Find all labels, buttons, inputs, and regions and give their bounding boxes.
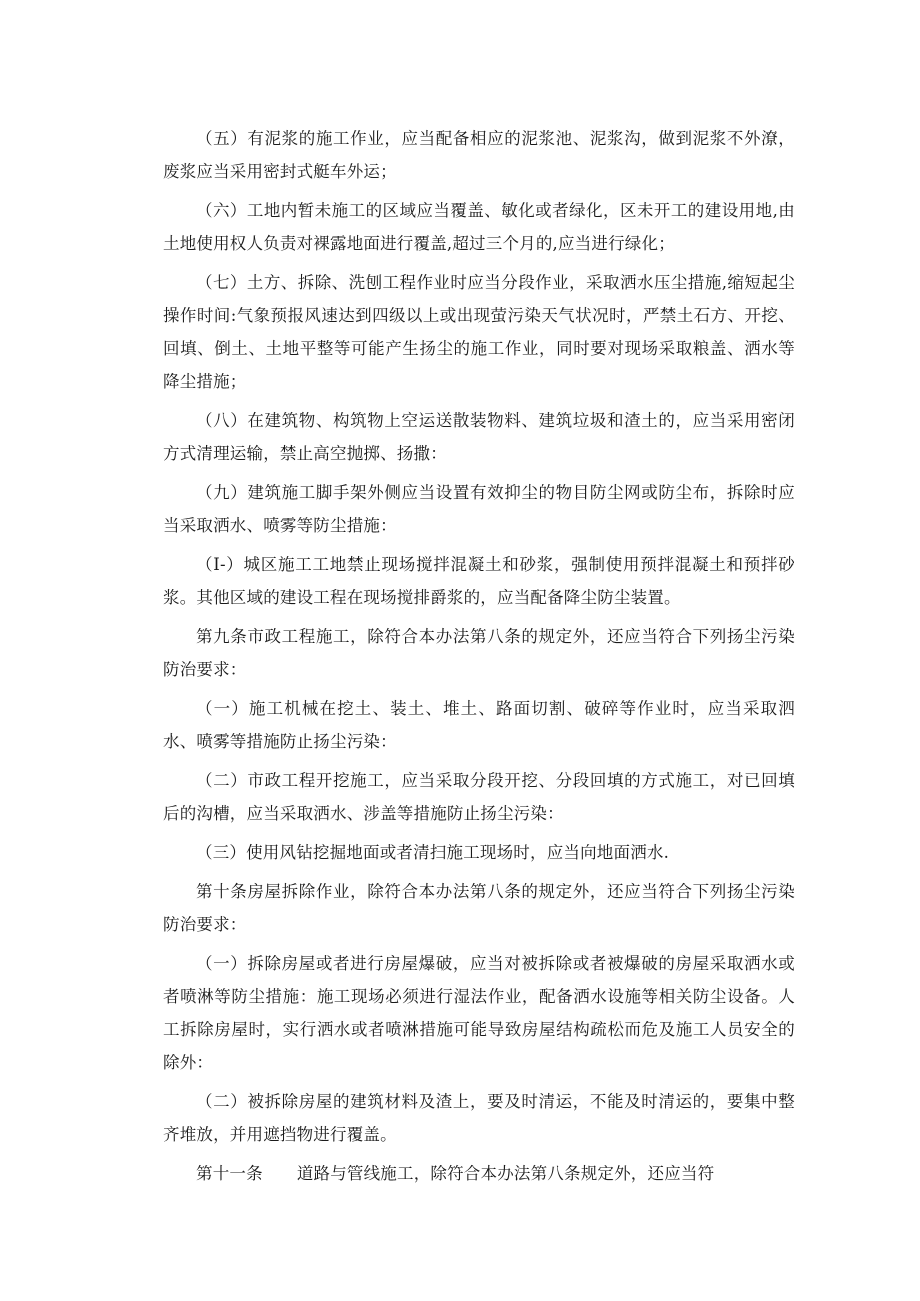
paragraph-item-10: （I-）城区施工工地禁止现场搅拌混凝土和砂浆，强制使用预拌混凝土和预拌砂浆。其他区域的建设工程在现场搅排爵浆的，应当配备降尘防尘装置。 bbox=[163, 555, 795, 607]
article-9: 第九条市政工程施工，除符合本办法第八条的规定外，还应当符合下列扬尘污染防治要求： bbox=[163, 627, 795, 679]
article-9-item-1: （一）施工机械在挖土、装土、堆土、路面切割、破碎等作业时，应当采取泗水、喷雾等措施防止扬尘污染： bbox=[163, 699, 795, 751]
article-10-item-2: （二）被拆除房屋的建筑材料及渣上，要及时清运，不能及时清运的，要集中整齐堆放，并用遮挡物进行覆盖。 bbox=[163, 1092, 795, 1144]
article-10: 第十条房屋拆除作业，除符合本办法第八条的规定外，还应当符合下列扬尘污染防治要求： bbox=[163, 882, 795, 934]
article-11 bbox=[163, 1157, 795, 1190]
article-9-item-3: （三）使用风钻挖掘地面或者清扫施工现场时，应当向地面洒水. bbox=[196, 843, 670, 862]
paragraph-item-5: （五）有泥浆的施工作业，应当配备相应的泥浆池、泥浆沟，做到泥浆不外潦，废浆应当采用密封式艇车外运； bbox=[163, 129, 795, 181]
paragraph-item-9: （九）建筑施工脚手架外侧应当设置有效抑尘的物目防尘网或防尘布，拆除时应当采取洒水、喷雾等防尘措施： bbox=[163, 483, 795, 535]
paragraph-item-7: （七）土方、拆除、洗刨工程作业时应当分段作业，采取洒水压尘措施,缩短起尘操作时间:气象预报风速达到四级以上或出现萤污染天气状况时，严禁土石方、开挖、回填、倒土、土地平整等可能产生扬尘的施工作业，同时要对现场采取粮盖、洒水等降尘措施； bbox=[163, 273, 795, 391]
article-11-text: 道路与管线施工，除符合本办法第八条规定外，还应当符 bbox=[296, 1164, 715, 1183]
paragraph-item-6: （六）工地内暂未施工的区域应当覆盖、敏化或者绿化，区未开工的建设用地,由土地使用权人负责对裸露地面进行覆盖,超过三个月的,应当进行绿化； bbox=[163, 201, 795, 253]
article-11-number: 第十一条 bbox=[196, 1164, 263, 1183]
article-9-item-2: （二）市政工程开挖施工，应当采取分段开挖、分段回填的方式施工，对已回填后的沟槽，应当采取洒水、涉盖等措施防止扬尘污染： bbox=[163, 771, 795, 823]
paragraph-item-8: （八）在建筑物、构筑物上空运送散装物料、建筑垃圾和渣土的，应当采用密闭方式清理运输，禁止高空抛掷、扬撒： bbox=[163, 411, 795, 463]
document-body bbox=[163, 122, 795, 1190]
article-10-item-1: （一）拆除房屋或者进行房屋爆破，应当对被拆除或者被爆破的房屋采取洒水或者喷淋等防尘措施：施工现场必须进行湿法作业，配备洒水设施等相关防尘设备。人工拆除房屋时，实行洒水或者喷淋措施可能导致房屋结构疏松而危及施工人员安全的除外： bbox=[163, 954, 795, 1072]
